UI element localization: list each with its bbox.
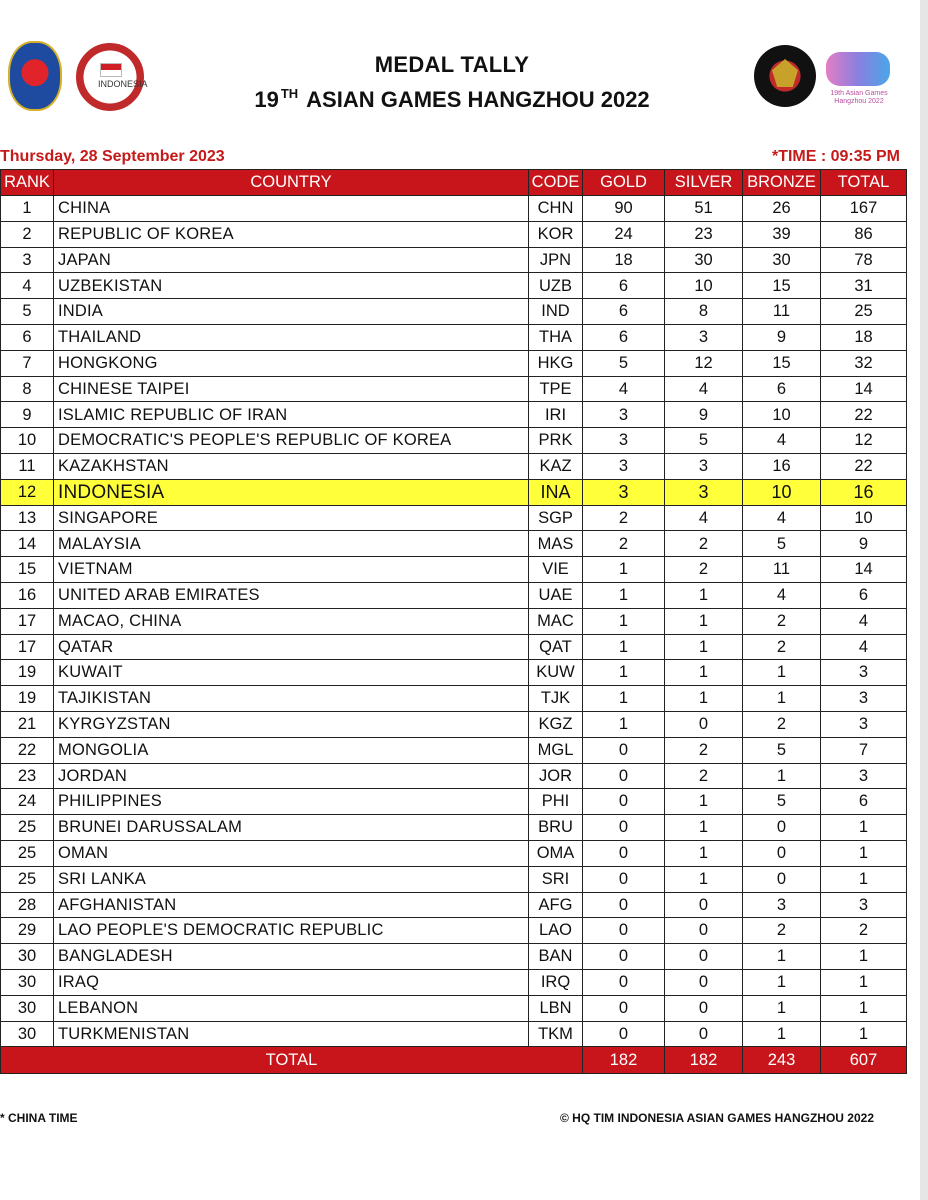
country-cell: BRUNEI DARUSSALAM (54, 815, 529, 841)
silver-cell: 10 (665, 273, 743, 299)
table-row (1, 840, 907, 866)
bronze-cell: 1 (743, 969, 821, 995)
country-cell: ISLAMIC REPUBLIC OF IRAN (54, 402, 529, 428)
country-cell: REPUBLIC OF KOREA (54, 221, 529, 247)
table-row (1, 763, 907, 789)
country-cell: DEMOCRATIC'S PEOPLE'S REPUBLIC OF KOREA (54, 428, 529, 454)
total-cell: 3 (821, 763, 907, 789)
code-cell: SGP (529, 505, 583, 531)
table-row (1, 995, 907, 1021)
bronze-cell: 5 (743, 789, 821, 815)
code-cell: THA (529, 324, 583, 350)
silver-cell: 1 (665, 660, 743, 686)
rank-cell: 13 (1, 505, 54, 531)
rank-cell: 5 (1, 299, 54, 325)
gold-cell: 4 (583, 376, 665, 402)
code-cell: BAN (529, 944, 583, 970)
gold-cell: 6 (583, 273, 665, 299)
medal-table (0, 169, 907, 1074)
silver-cell: 1 (665, 582, 743, 608)
silver-cell: 0 (665, 1021, 743, 1047)
rank-cell: 10 (1, 428, 54, 454)
col-header-gold: GOLD (583, 170, 665, 196)
table-row (1, 428, 907, 454)
total-cell: 1 (821, 995, 907, 1021)
code-cell: TJK (529, 686, 583, 712)
col-header-country: COUNTRY (54, 170, 529, 196)
bronze-cell: 1 (743, 660, 821, 686)
country-cell: BANGLADESH (54, 944, 529, 970)
code-cell: LAO (529, 918, 583, 944)
rank-cell: 25 (1, 815, 54, 841)
country-cell: MACAO, CHINA (54, 608, 529, 634)
total-cell: 6 (821, 582, 907, 608)
table-row (1, 608, 907, 634)
table-row (1, 711, 907, 737)
table-row (1, 273, 907, 299)
gold-cell: 1 (583, 686, 665, 712)
silver-cell: 0 (665, 995, 743, 1021)
totals-bronze: 243 (743, 1047, 821, 1074)
country-cell: TURKMENISTAN (54, 1021, 529, 1047)
total-cell: 22 (821, 453, 907, 479)
footnote-china-time: * CHINA TIME (0, 1111, 78, 1125)
silver-cell: 1 (665, 686, 743, 712)
code-cell: LBN (529, 995, 583, 1021)
country-cell: TAJIKISTAN (54, 686, 529, 712)
rank-cell: 23 (1, 763, 54, 789)
gold-cell: 0 (583, 789, 665, 815)
total-cell: 10 (821, 505, 907, 531)
table-row (1, 376, 907, 402)
gold-cell: 0 (583, 840, 665, 866)
subtitle-ordinal: 19 (254, 87, 279, 112)
hangzhou-logo-caption: 19th Asian Games Hangzhou 2022 (830, 90, 888, 105)
code-cell: SRI (529, 866, 583, 892)
code-cell: JPN (529, 247, 583, 273)
code-cell: INA (529, 479, 583, 505)
bronze-cell: 4 (743, 582, 821, 608)
rank-cell: 14 (1, 531, 54, 557)
rank-cell: 6 (1, 324, 54, 350)
table-row (1, 505, 907, 531)
country-cell: LEBANON (54, 995, 529, 1021)
rank-cell: 29 (1, 918, 54, 944)
table-row (1, 634, 907, 660)
col-header-silver: SILVER (665, 170, 743, 196)
rank-cell: 25 (1, 866, 54, 892)
bronze-cell: 2 (743, 634, 821, 660)
gold-cell: 0 (583, 944, 665, 970)
rank-cell: 19 (1, 660, 54, 686)
silver-cell: 3 (665, 324, 743, 350)
total-cell: 1 (821, 815, 907, 841)
silver-cell: 9 (665, 402, 743, 428)
total-cell: 1 (821, 840, 907, 866)
code-cell: OMA (529, 840, 583, 866)
table-row (1, 1021, 907, 1047)
country-cell: VIETNAM (54, 557, 529, 583)
gold-cell: 0 (583, 995, 665, 1021)
gold-cell: 3 (583, 402, 665, 428)
gold-cell: 3 (583, 453, 665, 479)
code-cell: KAZ (529, 453, 583, 479)
silver-cell: 4 (665, 505, 743, 531)
country-cell: MALAYSIA (54, 531, 529, 557)
country-cell: QATAR (54, 634, 529, 660)
bronze-cell: 5 (743, 531, 821, 557)
country-cell: KYRGYZSTAN (54, 711, 529, 737)
bronze-cell: 2 (743, 918, 821, 944)
rank-cell: 9 (1, 402, 54, 428)
rank-cell: 4 (1, 273, 54, 299)
total-cell: 86 (821, 221, 907, 247)
code-cell: BRU (529, 815, 583, 841)
bronze-cell: 4 (743, 505, 821, 531)
gold-cell: 1 (583, 557, 665, 583)
table-row (1, 789, 907, 815)
table-row (1, 557, 907, 583)
country-cell: INDONESIA (54, 479, 529, 505)
silver-cell: 1 (665, 815, 743, 841)
total-cell: 3 (821, 660, 907, 686)
total-cell: 32 (821, 350, 907, 376)
country-cell: OMAN (54, 840, 529, 866)
silver-cell: 1 (665, 608, 743, 634)
gold-cell: 2 (583, 505, 665, 531)
bronze-cell: 26 (743, 196, 821, 222)
country-cell: AFGHANISTAN (54, 892, 529, 918)
bronze-cell: 39 (743, 221, 821, 247)
table-row (1, 350, 907, 376)
rank-cell: 16 (1, 582, 54, 608)
code-cell: MGL (529, 737, 583, 763)
rank-cell: 15 (1, 557, 54, 583)
gold-cell: 0 (583, 815, 665, 841)
gold-cell: 0 (583, 1021, 665, 1047)
table-row (1, 299, 907, 325)
code-cell: CHN (529, 196, 583, 222)
silver-cell: 12 (665, 350, 743, 376)
table-row (1, 815, 907, 841)
table-row (1, 531, 907, 557)
gold-cell: 1 (583, 711, 665, 737)
total-cell: 3 (821, 892, 907, 918)
col-header-rank: RANK (1, 170, 54, 196)
bronze-cell: 10 (743, 402, 821, 428)
gold-cell: 1 (583, 634, 665, 660)
table-row (1, 582, 907, 608)
bronze-cell: 0 (743, 840, 821, 866)
page-title: MEDAL TALLY (374, 52, 530, 77)
total-cell: 1 (821, 866, 907, 892)
table-row (1, 402, 907, 428)
total-cell: 25 (821, 299, 907, 325)
country-cell: KAZAKHSTAN (54, 453, 529, 479)
country-cell: CHINESE TAIPEI (54, 376, 529, 402)
code-cell: PRK (529, 428, 583, 454)
bronze-cell: 15 (743, 273, 821, 299)
total-cell: 3 (821, 686, 907, 712)
gold-cell: 6 (583, 324, 665, 350)
country-cell: LAO PEOPLE'S DEMOCRATIC REPUBLIC (54, 918, 529, 944)
rank-cell: 7 (1, 350, 54, 376)
code-cell: UAE (529, 582, 583, 608)
country-cell: JORDAN (54, 763, 529, 789)
bronze-cell: 16 (743, 453, 821, 479)
gold-cell: 5 (583, 350, 665, 376)
totals-label: TOTAL (1, 1047, 583, 1074)
total-cell: 3 (821, 711, 907, 737)
rank-cell: 11 (1, 453, 54, 479)
silver-cell: 4 (665, 376, 743, 402)
bronze-cell: 5 (743, 737, 821, 763)
code-cell: JOR (529, 763, 583, 789)
table-row (1, 918, 907, 944)
country-cell: HONGKONG (54, 350, 529, 376)
bronze-cell: 15 (743, 350, 821, 376)
subtitle-event: ASIAN GAMES HANGZHOU 2022 (306, 87, 650, 112)
gold-cell: 0 (583, 737, 665, 763)
gold-cell: 1 (583, 582, 665, 608)
country-cell: SINGAPORE (54, 505, 529, 531)
rank-cell: 30 (1, 995, 54, 1021)
code-cell: TPE (529, 376, 583, 402)
gold-cell: 2 (583, 531, 665, 557)
silver-cell: 2 (665, 531, 743, 557)
total-cell: 4 (821, 634, 907, 660)
rank-cell: 3 (1, 247, 54, 273)
code-cell: KGZ (529, 711, 583, 737)
rank-cell: 24 (1, 789, 54, 815)
rank-cell: 30 (1, 969, 54, 995)
silver-cell: 23 (665, 221, 743, 247)
rank-cell: 21 (1, 711, 54, 737)
totals-total: 607 (821, 1047, 907, 1074)
silver-cell: 1 (665, 840, 743, 866)
total-cell: 9 (821, 531, 907, 557)
silver-cell: 5 (665, 428, 743, 454)
bronze-cell: 3 (743, 892, 821, 918)
gold-cell: 3 (583, 479, 665, 505)
report-time: *TIME : 09:35 PM (771, 148, 900, 165)
country-cell: JAPAN (54, 247, 529, 273)
subtitle-ordinal-suffix: TH (280, 86, 299, 101)
code-cell: VIE (529, 557, 583, 583)
silver-cell: 0 (665, 892, 743, 918)
table-row (1, 944, 907, 970)
silver-cell: 0 (665, 918, 743, 944)
country-cell: MONGOLIA (54, 737, 529, 763)
gold-cell: 1 (583, 660, 665, 686)
rank-cell: 30 (1, 944, 54, 970)
rank-cell: 30 (1, 1021, 54, 1047)
total-cell: 1 (821, 969, 907, 995)
bronze-cell: 1 (743, 1021, 821, 1047)
table-row (1, 196, 907, 222)
col-header-bronze: BRONZE (743, 170, 821, 196)
bronze-cell: 11 (743, 557, 821, 583)
total-cell: 167 (821, 196, 907, 222)
silver-cell: 8 (665, 299, 743, 325)
code-cell: HKG (529, 350, 583, 376)
rank-cell: 1 (1, 196, 54, 222)
total-cell: 14 (821, 376, 907, 402)
rank-cell: 17 (1, 634, 54, 660)
code-cell: IRQ (529, 969, 583, 995)
total-cell: 7 (821, 737, 907, 763)
total-cell: 4 (821, 608, 907, 634)
rank-cell: 25 (1, 840, 54, 866)
rank-cell: 8 (1, 376, 54, 402)
table-row (1, 247, 907, 273)
country-cell: THAILAND (54, 324, 529, 350)
table-row (1, 660, 907, 686)
total-cell: 16 (821, 479, 907, 505)
total-cell: 2 (821, 918, 907, 944)
gold-cell: 90 (583, 196, 665, 222)
country-cell: UZBEKISTAN (54, 273, 529, 299)
silver-cell: 1 (665, 634, 743, 660)
code-cell: TKM (529, 1021, 583, 1047)
bronze-cell: 11 (743, 299, 821, 325)
total-cell: 6 (821, 789, 907, 815)
total-cell: 14 (821, 557, 907, 583)
silver-cell: 0 (665, 944, 743, 970)
code-cell: QAT (529, 634, 583, 660)
report-date: Thursday, 28 September 2023 (0, 148, 225, 165)
table-row (1, 969, 907, 995)
gold-cell: 0 (583, 918, 665, 944)
code-cell: UZB (529, 273, 583, 299)
table-row (1, 221, 907, 247)
code-cell: IRI (529, 402, 583, 428)
country-cell: PHILIPPINES (54, 789, 529, 815)
logo2-caption: INDONESIA (98, 79, 148, 89)
table-header-row (1, 170, 907, 196)
silver-cell: 2 (665, 557, 743, 583)
country-cell: KUWAIT (54, 660, 529, 686)
country-cell: INDIA (54, 299, 529, 325)
totals-gold: 182 (583, 1047, 665, 1074)
code-cell: PHI (529, 789, 583, 815)
bronze-cell: 6 (743, 376, 821, 402)
totals-row (1, 1047, 907, 1074)
table-row (1, 686, 907, 712)
rank-cell: 12 (1, 479, 54, 505)
table-row (1, 453, 907, 479)
page-subtitle (0, 86, 904, 113)
gold-cell: 18 (583, 247, 665, 273)
code-cell: AFG (529, 892, 583, 918)
gold-cell: 0 (583, 892, 665, 918)
rank-cell: 2 (1, 221, 54, 247)
total-cell: 18 (821, 324, 907, 350)
bronze-cell: 30 (743, 247, 821, 273)
col-header-code: CODE (529, 170, 583, 196)
silver-cell: 2 (665, 763, 743, 789)
silver-cell: 0 (665, 711, 743, 737)
bronze-cell: 4 (743, 428, 821, 454)
bronze-cell: 9 (743, 324, 821, 350)
rank-cell: 28 (1, 892, 54, 918)
bronze-cell: 10 (743, 479, 821, 505)
bronze-cell: 1 (743, 763, 821, 789)
gold-cell: 3 (583, 428, 665, 454)
gold-cell: 24 (583, 221, 665, 247)
gold-cell: 0 (583, 763, 665, 789)
bronze-cell: 0 (743, 866, 821, 892)
bronze-cell: 1 (743, 995, 821, 1021)
silver-cell: 2 (665, 737, 743, 763)
total-cell: 31 (821, 273, 907, 299)
total-cell: 1 (821, 1021, 907, 1047)
table-row (1, 892, 907, 918)
table-row (1, 324, 907, 350)
country-cell: IRAQ (54, 969, 529, 995)
bronze-cell: 1 (743, 944, 821, 970)
bronze-cell: 2 (743, 711, 821, 737)
country-cell: UNITED ARAB EMIRATES (54, 582, 529, 608)
bronze-cell: 1 (743, 686, 821, 712)
bronze-cell: 0 (743, 815, 821, 841)
gold-cell: 1 (583, 608, 665, 634)
page-edge (920, 0, 928, 1200)
rank-cell: 19 (1, 686, 54, 712)
total-cell: 12 (821, 428, 907, 454)
col-header-total: TOTAL (821, 170, 907, 196)
code-cell: KUW (529, 660, 583, 686)
table-row (1, 479, 907, 505)
total-cell: 1 (821, 944, 907, 970)
table-row (1, 737, 907, 763)
silver-cell: 30 (665, 247, 743, 273)
rank-cell: 17 (1, 608, 54, 634)
gold-cell: 0 (583, 969, 665, 995)
silver-cell: 0 (665, 969, 743, 995)
silver-cell: 3 (665, 453, 743, 479)
total-cell: 22 (821, 402, 907, 428)
silver-cell: 3 (665, 479, 743, 505)
gold-cell: 6 (583, 299, 665, 325)
code-cell: MAC (529, 608, 583, 634)
silver-cell: 1 (665, 866, 743, 892)
code-cell: IND (529, 299, 583, 325)
gold-cell: 0 (583, 866, 665, 892)
copyright-note: © HQ TIM INDONESIA ASIAN GAMES HANGZHOU 2022 (560, 1111, 874, 1125)
total-cell: 78 (821, 247, 907, 273)
rank-cell: 22 (1, 737, 54, 763)
country-cell: SRI LANKA (54, 866, 529, 892)
silver-cell: 1 (665, 789, 743, 815)
table-row (1, 866, 907, 892)
code-cell: KOR (529, 221, 583, 247)
bronze-cell: 2 (743, 608, 821, 634)
code-cell: MAS (529, 531, 583, 557)
totals-silver: 182 (665, 1047, 743, 1074)
silver-cell: 51 (665, 196, 743, 222)
country-cell: CHINA (54, 196, 529, 222)
